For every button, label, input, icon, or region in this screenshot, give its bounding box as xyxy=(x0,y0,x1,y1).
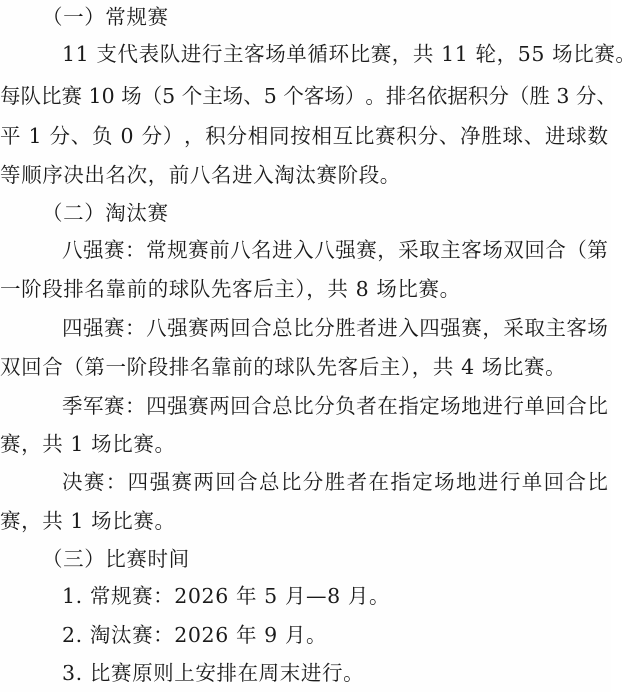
quarterfinal-paragraph-line: 八 强 赛 ： 常 规 赛 前 八 名 进 入 八 强 赛 ， 采 取 主 客 场 双 回 合 （ 第 xyxy=(62,238,608,262)
regular-paragraph-line: 平 1 分 、 负 0 分 ） ， 积 分 相 同 按 相 互 比 赛 积 分 、 净 胜 球 、 进 球 数 xyxy=(0,124,608,148)
section-heading-schedule: （三）比赛时间 xyxy=(42,547,190,571)
third-place-paragraph-line: 季 军 赛 ： 四 强 赛 两 回 合 总 比 分 负 者 在 指 定 场 地 进 行 单 回 合 比 xyxy=(62,394,608,418)
third-place-paragraph-line: 赛，共 1 场比赛。 xyxy=(0,432,176,456)
schedule-item: 2. 淘汰赛：2026 年 9 月。 xyxy=(62,623,328,647)
regular-paragraph-line: 每 队 比 赛 1 0 场 （ 5 个 主 场 、 5 个 客 场 ） 。 排 名 依 据 积 分 （ 胜 3 分 、 xyxy=(0,84,617,108)
section-heading-knockout: （二）淘汰赛 xyxy=(42,201,169,225)
semifinal-paragraph-line: 双回合（第一阶段排名靠前的球队先客后主），共 4 场比赛。 xyxy=(0,355,567,379)
regular-paragraph-line: 11 支代表队进行主客场单循环比赛，共 11 轮，55 场比赛。 xyxy=(62,42,637,66)
semifinal-paragraph-line: 四 强 赛 ： 八 强 赛 两 回 合 总 比 分 胜 者 进 入 四 强 赛 ， 采 取 主 客 场 xyxy=(62,316,608,340)
final-paragraph-line: 决 赛 ： 四 强 赛 两 回 合 总 比 分 胜 者 在 指 定 场 地 进 行 单 回 合 比 xyxy=(62,470,608,494)
schedule-item: 3. 比赛原则上安排在周末进行。 xyxy=(62,661,365,685)
quarterfinal-paragraph-line: 一阶段排名靠前的球队先客后主），共 8 场比赛。 xyxy=(0,277,461,301)
schedule-item: 1. 常规赛：2026 年 5 月—8 月。 xyxy=(62,584,391,608)
regular-paragraph-line: 等顺序决出名次，前八名进入淘汰赛阶段。 xyxy=(0,163,401,187)
final-paragraph-line: 赛，共 1 场比赛。 xyxy=(0,509,176,533)
section-heading-regular: （一）常规赛 xyxy=(42,5,169,29)
